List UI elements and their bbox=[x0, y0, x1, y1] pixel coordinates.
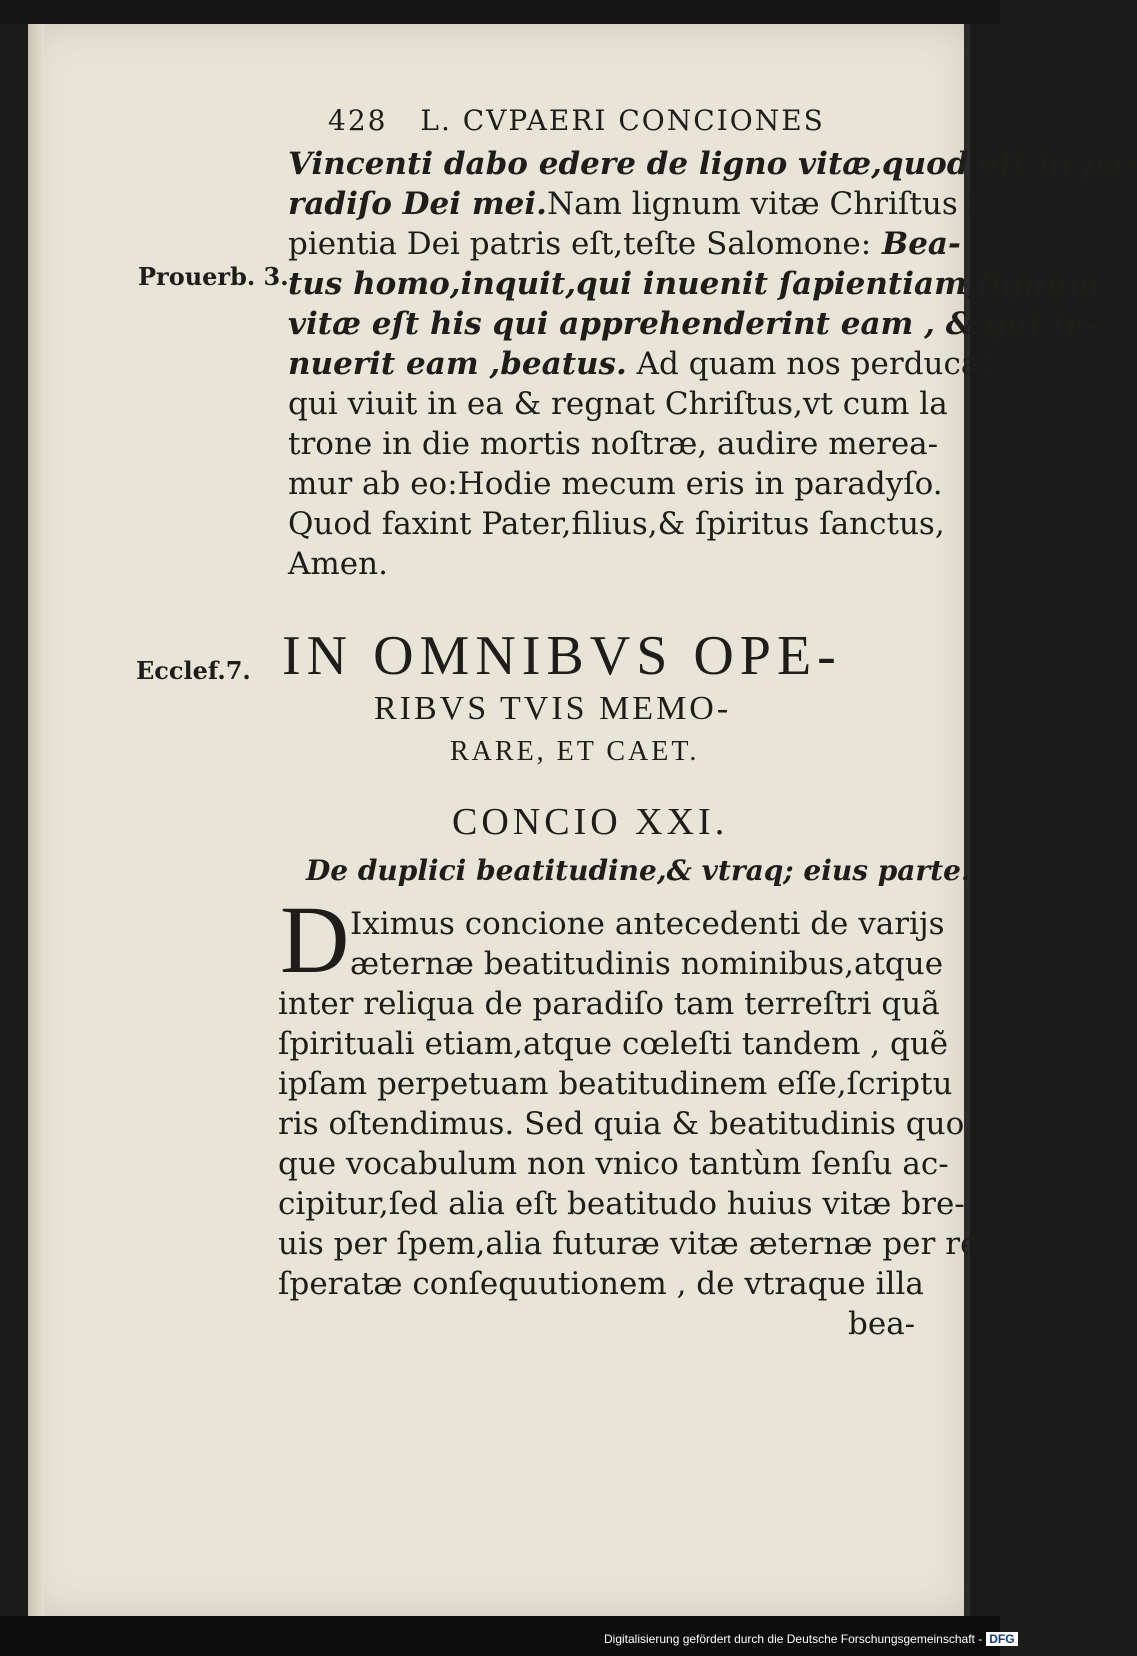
section-title-line-1: IN OMNIBVS OPE- bbox=[282, 625, 842, 687]
digitization-footer bbox=[604, 1632, 1018, 1646]
text-line: que vocabulum non vnico tantùm ſenſu ac- bbox=[278, 1146, 949, 1182]
dfg-logo: DFG bbox=[986, 1632, 1017, 1646]
section-title-line-3: RARE, ET CAET. bbox=[450, 736, 700, 767]
running-header bbox=[328, 104, 825, 137]
text-line: Quod faxint Pater,filius,& ſpiritus ſanctus, bbox=[288, 506, 945, 542]
footer-text: Digitalisierung gefördert durch die Deutsche Forschungsgemeinschaft - bbox=[604, 1632, 983, 1646]
text-line: Amen. bbox=[288, 546, 388, 582]
section-title-line-2: RIBVS TVIS MEMO- bbox=[374, 690, 732, 727]
text-line: cipitur,ſed alia eſt beatitudo huius vitæ bre- bbox=[278, 1186, 965, 1222]
text-line: ipſam perpetuam beatitudinem eſſe,ſcriptu bbox=[278, 1066, 953, 1102]
text-line: nuerit eam ,beatus. Ad quam nos perducat, bbox=[288, 346, 1002, 382]
running-title: L. CVPAERI CONCIONES bbox=[420, 104, 825, 137]
scan-top-edge bbox=[0, 0, 1000, 24]
text-line: qui viuit in ea & regnat Chriſtus,vt cum la bbox=[288, 386, 948, 422]
text-line: ris oſtendimus. Sed quia & beatitudinis quo bbox=[278, 1106, 965, 1142]
text-line: ſpirituali etiam,atque cœleſti tandem , quẽ bbox=[278, 1026, 949, 1062]
page-number: 428 bbox=[328, 104, 388, 137]
page-gutter bbox=[28, 24, 44, 1616]
text-line: æternæ beatitudinis nominibus,atque bbox=[350, 946, 944, 982]
text-line: tus homo,inquit,qui inuenit ſapientiam,lignum bbox=[288, 266, 1101, 302]
text-line: Iximus concione antecedenti de varijs bbox=[350, 906, 945, 942]
concio-subtitle: De duplici beatitudine,& vtraq; eius parte. bbox=[306, 854, 971, 887]
page-edge bbox=[964, 24, 970, 1616]
text-line: inter reliqua de paradiſo tam terreſtri quã bbox=[278, 986, 940, 1022]
text-line: uis per ſpem,alia futuræ vitæ æternæ per rei bbox=[278, 1226, 989, 1262]
text-line: Vincenti dabo edere de ligno vitæ,quod eſt in pa- bbox=[288, 146, 1137, 182]
margin-note-eccles: Ecclef.7. bbox=[136, 656, 251, 685]
margin-note-prouerb: Prouerb. 3. bbox=[138, 262, 289, 291]
book-page bbox=[28, 24, 1137, 1616]
catchword: bea- bbox=[848, 1306, 916, 1342]
text-line: trone in die mortis noſtræ, audire merea- bbox=[288, 426, 939, 462]
text-line: radiſo Dei mei.Nam lignum vitæ Chriſtus ſa bbox=[288, 186, 998, 222]
text-line: pientia Dei patris eſt,teſte Salomone: Bea- bbox=[288, 226, 961, 262]
concio-heading: CONCIO XXI. bbox=[452, 801, 729, 843]
text-line: vitæ eſt his qui apprehenderint eam , & qui te- bbox=[288, 306, 1099, 342]
drop-cap-initial: D bbox=[280, 886, 350, 993]
text-line: mur ab eo:Hodie mecum eris in paradyſo. bbox=[288, 466, 943, 502]
text-line: ſperatæ conſequutionem , de vtraque illa bbox=[278, 1266, 924, 1302]
